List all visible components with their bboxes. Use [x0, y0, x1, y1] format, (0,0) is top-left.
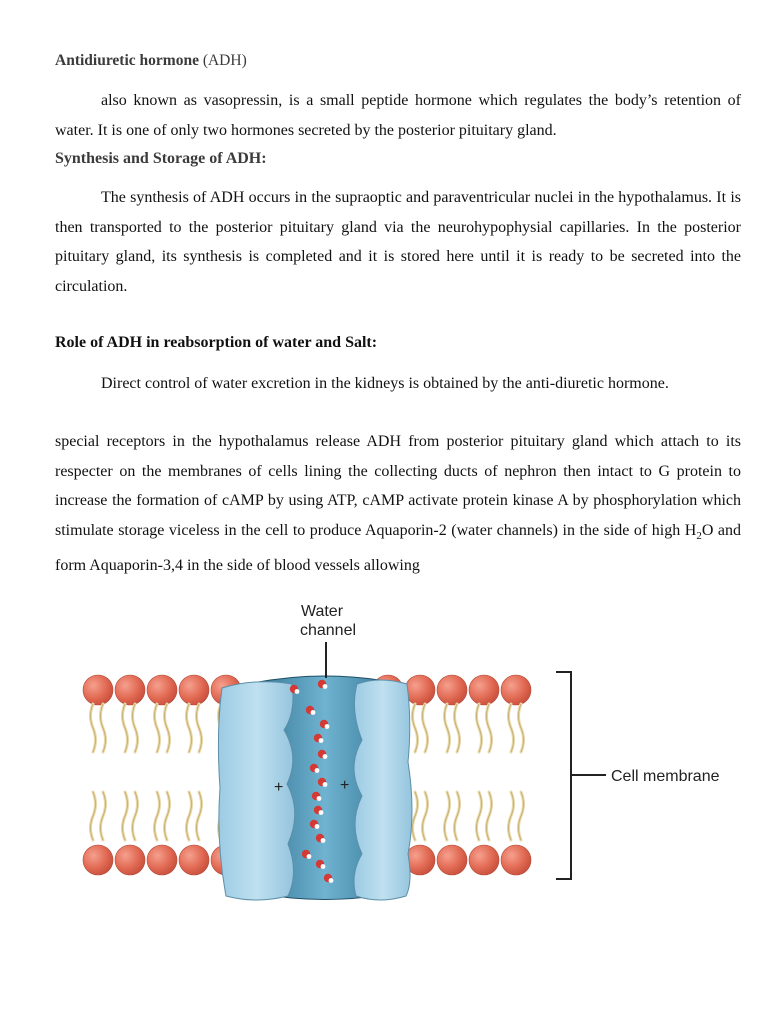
lipid-head: [469, 845, 499, 875]
lipid-head: [83, 675, 113, 705]
water-hydrogen: [323, 754, 328, 759]
lipid-head: [83, 845, 113, 875]
aquaporin-channel: [218, 676, 412, 900]
lipid-head: [437, 845, 467, 875]
lipid-head: [501, 675, 531, 705]
synthesis-paragraph: The synthesis of ADH occurs in the supraoptic and paraventricular nuclei in the hypothalamus. It is then transported to the posterior pituitary gland via the neurohypophysial capillaries. In the posterior pituitary gland, its synthesis is completed and it is stored here until it is ready to be secreted into the circulation.: [55, 189, 741, 295]
water-hydrogen: [321, 838, 326, 843]
water-hydrogen: [321, 864, 326, 869]
water-hydrogen: [295, 689, 300, 694]
lipid-head: [501, 845, 531, 875]
heading-synthesis: Synthesis and Storage of ADH:: [55, 150, 267, 167]
water-hydrogen: [329, 878, 334, 883]
heading-role: Role of ADH in reabsorption of water and Salt:: [55, 334, 378, 351]
water-hydrogen: [315, 768, 320, 773]
role-paragraph-2-end: O and form Aquaporin-3,4 in the side of blood vessels allowing: [55, 521, 742, 575]
adh-intro-paragraph: also known as vasopressin, is a small peptide hormone which regulates the body’s retention of water. It is one of only two hormones secreted by the posterior pituitary gland.: [55, 92, 741, 139]
lipid-head: [469, 675, 499, 705]
plus-sign-left: +: [274, 779, 284, 796]
lipid-head: [147, 675, 177, 705]
subscript-2: 2: [696, 529, 702, 542]
water-hydrogen: [319, 738, 324, 743]
channel-protein-right: [354, 680, 412, 900]
role-paragraph-2-text: special receptors in the hypothalamus release ADH from posterior pituitary gland which attach to its respecter on the membranes of cells lining the collecting ducts of nephron then intact to G protein to increase the formation of cAMP by using ATP, cAMP activate protein kinase A by phosphorylation which stimulate storage viceless in the cell to produce Aquaporin-2 (water channels) in the side of high H: [55, 433, 741, 539]
role-paragraph-2: [55, 427, 741, 581]
heading-adh: [55, 52, 247, 70]
lipid-head: [115, 675, 145, 705]
cell-membrane-label: Cell membrane: [611, 768, 720, 785]
lipid-head: [437, 675, 467, 705]
water-hydrogen: [323, 782, 328, 787]
plus-sign-right: +: [340, 777, 350, 794]
water-hydrogen: [325, 724, 330, 729]
water-hydrogen: [311, 710, 316, 715]
lipid-head: [179, 845, 209, 875]
role-paragraph-1: Direct control of water excretion in the kidneys is obtained by the anti-diuretic hormone.: [101, 375, 669, 392]
lipid-head: [405, 675, 435, 705]
heading-adh-rest: (ADH): [198, 52, 247, 69]
water-hydrogen: [307, 854, 312, 859]
heading-adh-bold: Antidiuretic hormone: [55, 52, 199, 69]
water-hydrogen: [315, 824, 320, 829]
water-channel-label-1: Water: [300, 603, 344, 620]
water-hydrogen: [317, 796, 322, 801]
water-channel-label-2: channel: [299, 622, 357, 639]
membrane-bracket: [556, 672, 571, 879]
water-hydrogen: [319, 810, 324, 815]
lipid-head: [115, 845, 145, 875]
lipid-head: [147, 845, 177, 875]
lipid-head: [179, 675, 209, 705]
water-channel-figure: [70, 592, 750, 912]
water-hydrogen: [323, 684, 328, 689]
